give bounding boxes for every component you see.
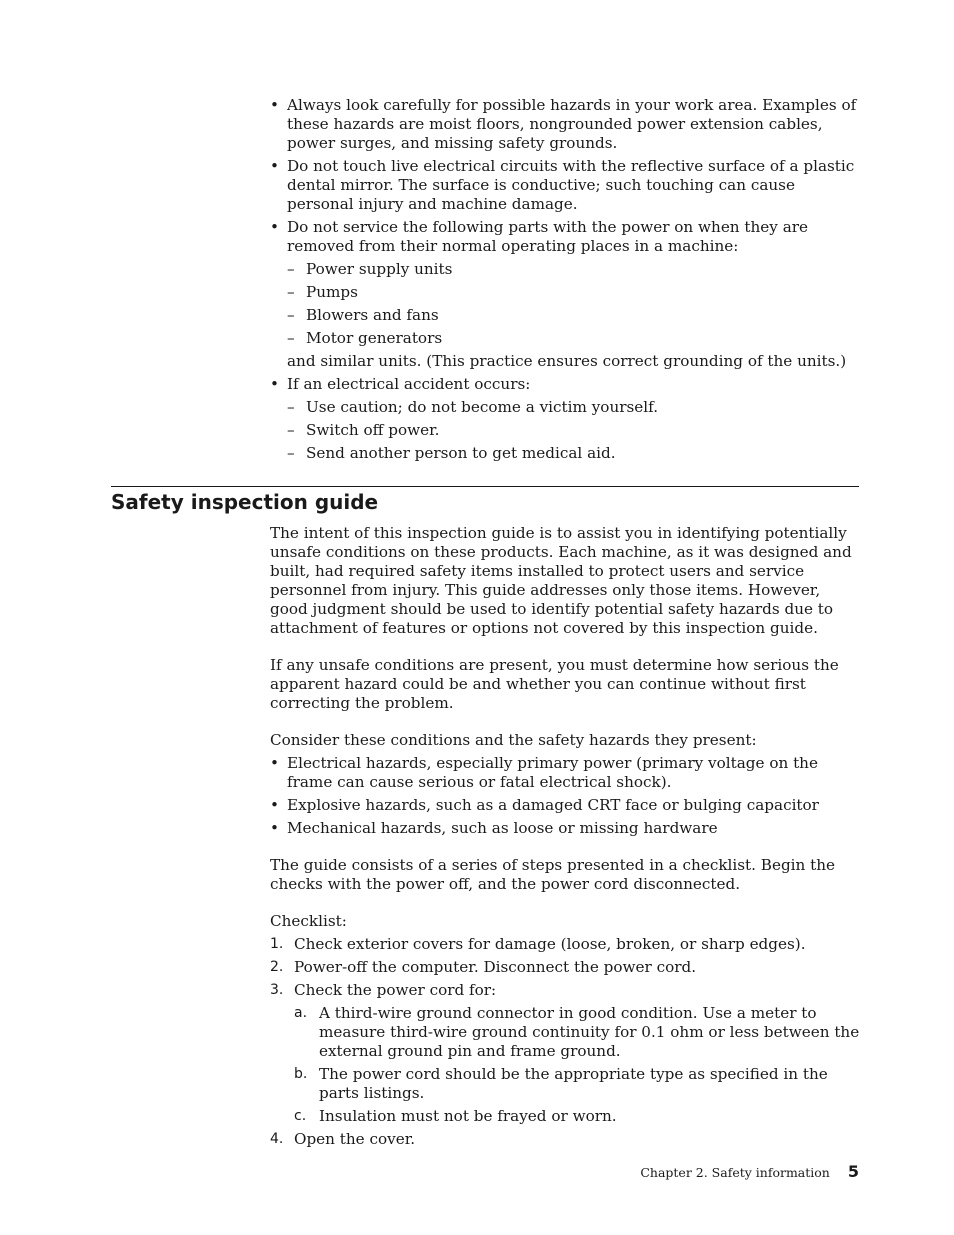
list-item: • Do not service the following parts with the power on when they are removed from their normal operating places in a machine: – Power supply units – Pumps – Blowers and fans – Motor generators and similar units. (This practice ensures correct grounding of the units.) [270,218,860,371]
checklist-substep: a. A third-wire ground connector in good condition. Use a meter to measure third-wire ground continuity for 0.1 ohm or less between the external ground pin and frame ground. [294,1004,860,1060]
sub-list [287,398,860,463]
list-item: • Mechanical hazards, such as loose or missing hardware [270,819,862,838]
paragraph: If any unsafe conditions are present, you must determine how serious the apparent hazard could be and whether you can continue without first correcting the problem. [270,656,839,712]
checklist-step: 3. Check the power cord for: a. A third-wire ground connector in good condition. Use a meter to measure third-wire ground continuity for 0.1 ohm or less between the external ground pin and frame ground. b. The power cord should be the appropriate type as specified in the parts listings. c. Insulation must not be frayed or worn. [270,981,862,1126]
checklist-substep: c. Insulation must not be frayed or worn. [294,1107,617,1125]
list-item: • If an electrical accident occurs: – Use caution; do not become a victim yourself. – Switch off power. – Send another person to get medical aid. [270,375,860,463]
sub-list-item: – Power supply units [287,260,860,279]
section-divider [111,486,859,487]
paragraph: The guide consists of a series of steps presented in a checklist. Begin the checks with the power off, and the power cord disconnected. [270,856,836,893]
checklist-step: 2. Power-off the computer. Disconnect the power cord. [270,958,697,976]
step-number: 2. [270,959,284,975]
sub-list-item: – Send another person to get medical aid. [287,444,860,463]
step-number: 3. [270,982,284,998]
step-number: 1. [270,936,284,952]
page-footer [640,1162,859,1183]
list-item: • Always look carefully for possible hazards in your work area. Examples of these hazards are moist floors, nongrounded power extension cables, power surges, and missing safety grounds. [270,96,860,153]
sub-checklist [294,1004,862,1126]
checklist-substep: b. The power cord should be the appropriate type as specified in the parts listings. [294,1065,828,1102]
page-number: 5 [847,1162,859,1181]
hazard-list [270,754,862,838]
list-item: • Explosive hazards, such as a damaged CRT face or bulging capacitor [270,796,862,815]
sub-list-item: – Blowers and fans [287,306,860,325]
intro-section [270,96,860,467]
checklist-step: 1. Check exterior covers for damage (loose, broken, or sharp edges). [270,935,806,953]
sub-list-item: – Pumps [287,283,860,302]
substep-letter: b. [294,1066,308,1082]
substep-letter: a. [294,1005,308,1021]
list-item-continuation: and similar units. (This practice ensures correct grounding of the units.) [287,352,847,370]
checklist-label: Checklist: [270,912,347,930]
paragraph: The intent of this inspection guide is to assist you in identifying potentially unsafe conditions on these products. Each machine, as it was designed and built, had required safety items installed to protect users and service personnel from injury. This guide addresses only those items. However, good judgment should be used to identify potential safety hazards due to attachment of features or options not covered by this inspection guide. [270,524,852,637]
step-number: 4. [270,1131,284,1147]
sub-list [287,260,860,348]
checklist-step: 4. Open the cover. [270,1130,416,1148]
list-item: • Do not touch live electrical circuits with the reflective surface of a plastic dental mirror. The surface is conductive; such touching can cause personal injury and machine damage. [270,157,860,214]
sub-list-item: – Motor generators [287,329,860,348]
substep-letter: c. [294,1108,307,1124]
inspection-guide-section [270,524,862,1153]
chapter-title: Chapter 2. Safety information [640,1165,830,1180]
paragraph: Consider these conditions and the safety hazards they present: [270,731,757,749]
section-heading: Safety inspection guide [111,490,379,514]
sub-list-item: – Switch off power. [287,421,860,440]
list-item: • Electrical hazards, especially primary power (primary voltage on the frame can cause serious or fatal electrical shock). [270,754,862,792]
intro-bullet-list [270,96,860,463]
checklist [270,935,862,1149]
sub-list-item: – Use caution; do not become a victim yourself. [287,398,860,417]
